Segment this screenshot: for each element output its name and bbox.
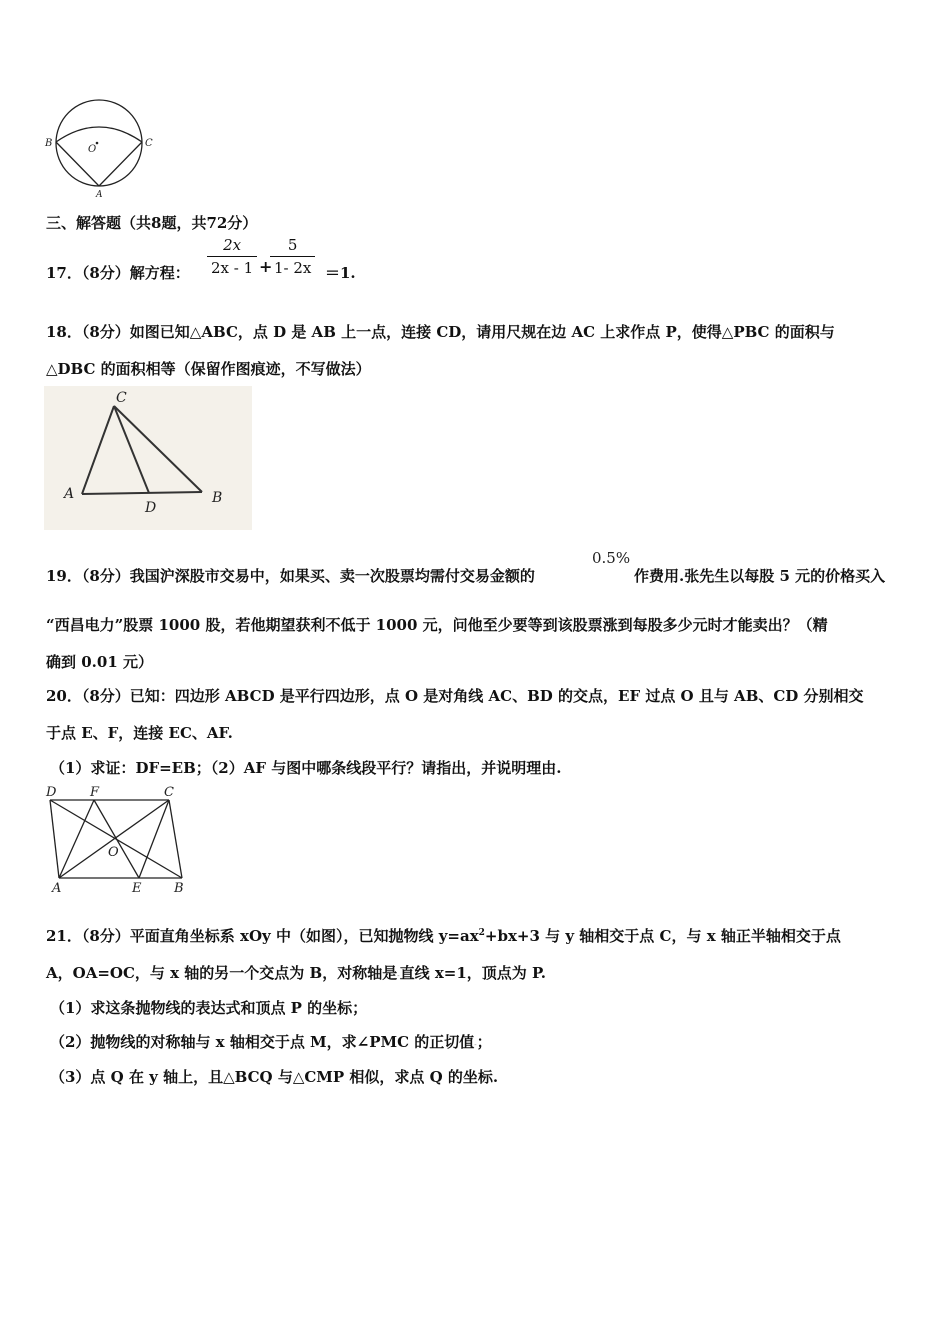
q17-frac2-denominator: 1- 2x [274, 259, 312, 277]
label-a: A [52, 881, 62, 896]
q17-fraction-2 [270, 236, 315, 277]
chord-ca [99, 142, 142, 186]
section-title: 三、解答题（共8题，共72分） [46, 214, 258, 232]
label-d: D [145, 500, 157, 516]
q19-line3: 确到 0.01 元） [46, 653, 153, 671]
q21-line1-a: 21．（8分）平面直角坐标系 xOy 中（如图），已知抛物线 y=ax [46, 927, 479, 945]
q20-line3: （1）求证：DF=EB；（2）AF 与图中哪条线段平行？请指出，并说明理由. [50, 759, 562, 777]
arc-bc [56, 127, 142, 142]
label-a: A [96, 190, 103, 200]
q21-line1 [46, 925, 841, 946]
q21-sub2-mark: - [474, 1041, 477, 1049]
diagonal-ac [59, 800, 169, 878]
q17-plus: + [259, 257, 273, 276]
q21-line2-mark: - [397, 972, 400, 980]
q18-line2: △DBC 的面积相等（保留作图痕迹，不写做法） [46, 360, 371, 378]
label-c: C [164, 785, 174, 800]
label-e: E [132, 881, 142, 896]
q19-line1-b: 作费用.张先生以每股 5 元的价格买入 [634, 567, 886, 585]
label-o: O [88, 144, 97, 155]
q21-line2 [46, 962, 546, 983]
q21-sub1: （1）求这条抛物线的表达式和顶点 P 的坐标； [50, 999, 368, 1017]
q19-line1-a: 19．（8分）我国沪深股市交易中，如果买、卖一次股票均需付交易金额的 [46, 567, 535, 585]
q21-sub2 [50, 1031, 492, 1052]
label-c: C [145, 138, 153, 149]
triangle-figure [44, 386, 252, 530]
q17-frac1-numerator: 2x [207, 236, 257, 257]
segment-ef [94, 800, 139, 878]
q21-exponent: 2 [478, 928, 485, 938]
label-b: B [174, 881, 184, 896]
q17-frac2-numerator: 5 [270, 236, 315, 257]
segment-ec [139, 800, 169, 878]
label-b: B [45, 138, 53, 149]
q19-line2: “西昌电力”股票 1000 股，若他期望获利不低于 1000 元，问他至少要等到该股票涨到每股多少元时才能卖出？（精 [46, 616, 828, 634]
q19-percent: 0.5% [592, 549, 631, 567]
q21-sub2-b: ； [476, 1033, 492, 1051]
q21-line1-b: +bx+3 与 y 轴相交于点 C，与 x 轴正半轴相交于点 [484, 927, 841, 945]
q21-line2-b: 直线 x=1，顶点为 P. [399, 964, 547, 982]
parallelogram-figure [42, 782, 192, 897]
q18-line1: 18．（8分）如图已知△ABC，点 D 是 AB 上一点，连接 CD，请用尺规在边 AC 上求作点 P，使得△PBC 的面积与 [46, 323, 835, 341]
q21-line2-a: A，OA=OC，与 x 轴的另一个交点为 B，对称轴是 [46, 964, 398, 982]
circle-outline [56, 100, 142, 186]
q17-prefix: 17．（8分）解方程： [46, 264, 190, 282]
q21-sub3: （3）点 Q 在 y 轴上，且△BCQ 与△CMP 相似，求点 Q 的坐标. [50, 1068, 499, 1086]
label-c: C [116, 390, 127, 406]
circle-figure [40, 98, 165, 200]
q17-suffix: ＝1. [325, 264, 356, 282]
q20-line2: 于点 E、F，连接 EC、AF. [46, 724, 233, 742]
side-cb [169, 800, 182, 878]
label-d: D [46, 785, 57, 800]
q20-line1: 20．（8分）已知：四边形 ABCD 是平行四边形，点 O 是对角线 AC、BD 的交点，EF 过点 O 且与 AB、CD 分别相交 [46, 687, 864, 705]
label-f: F [90, 785, 100, 800]
label-o: O [108, 845, 119, 860]
q17-fraction-1 [207, 236, 257, 277]
q17-frac1-denominator: 2x - 1 [211, 259, 254, 277]
label-a: A [64, 486, 75, 502]
side-da [50, 800, 59, 878]
label-b: B [212, 490, 223, 506]
q21-sub2-a: （2）抛物线的对称轴与 x 轴相交于点 M，求∠PMC 的正切值 [50, 1033, 475, 1051]
